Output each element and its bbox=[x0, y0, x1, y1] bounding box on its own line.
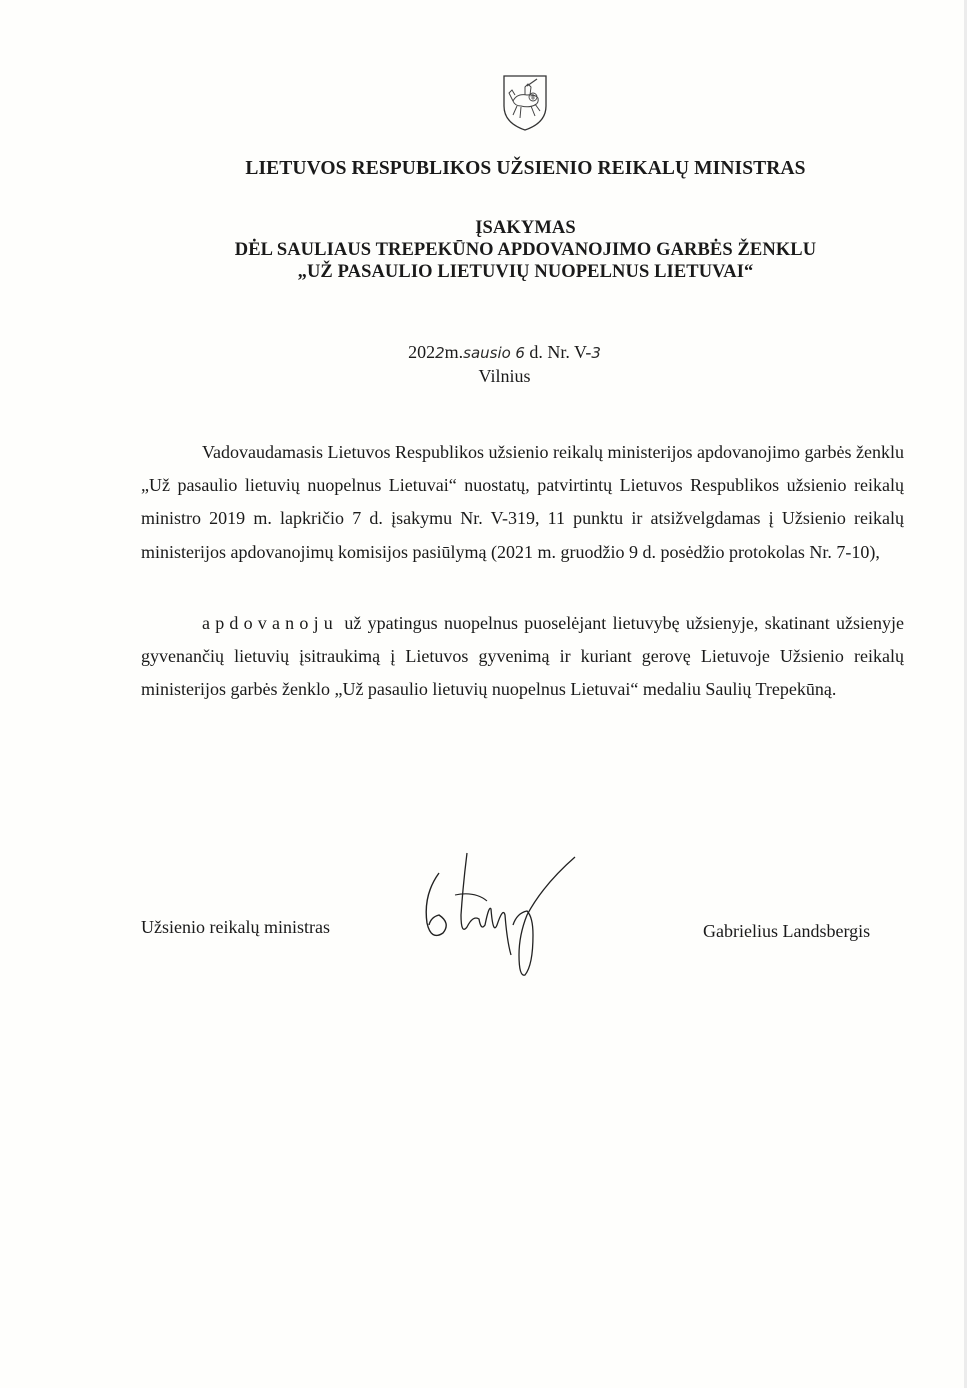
m-label: m. bbox=[444, 342, 464, 362]
day-number-label: d. Nr. V- bbox=[529, 342, 592, 362]
document-title-line-2: „UŽ PASAULIO LIETUVIŲ NUOPELNUS LIETUVAI“ bbox=[297, 262, 754, 282]
day-handwritten: 6 bbox=[515, 344, 525, 362]
place: Vilnius bbox=[478, 366, 531, 386]
document-title-line-1: DĖL SAULIAUS TREPEKŪNO APDOVANOJIMO GARBĖS ŽENKLU bbox=[234, 240, 817, 260]
paragraph-2 bbox=[141, 607, 904, 707]
signatory-role: Užsienio reikalų ministras bbox=[141, 917, 330, 937]
date-line bbox=[0, 342, 967, 363]
paragraph-1 bbox=[141, 436, 904, 569]
signatory-name: Gabrielius Landsbergis bbox=[703, 921, 871, 941]
coat-of-arms-icon bbox=[501, 73, 549, 133]
month-handwritten: sausio bbox=[463, 344, 511, 362]
document-type: ĮSAKYMAS bbox=[475, 218, 576, 238]
paragraph-2-lead: apdovanoju bbox=[202, 613, 338, 633]
handwritten-signature-icon bbox=[415, 845, 585, 985]
year-handwritten-digit: 2 bbox=[435, 344, 445, 362]
paragraph-1-text: Vadovaudamasis Lietuvos Respublikos užsienio reikalų ministerijos apdovanojimo garbės ženklu „Už pasaulio lietuvių nuopelnus Lietuvai“ nuostatų, patvirtintų Lietuvos Respublikos užsienio reikalų ministro 2019 m. lapkričio 7 d. įsakymu Nr. V-319, 11 punktu ir atsižvelgdamas į Užsienio reikalų ministerijos apdovanojimų komisijos pasiūlymą (2021 m. gruodžio 9 d. posėdžio protokolas Nr. 7-10), bbox=[141, 442, 904, 562]
year-printed: 202 bbox=[408, 342, 436, 362]
paragraph-2-text: už ypatingus nuopelnus puoselėjant lietuvybę užsienyje, skatinant užsienyje gyvenančių lietuvių įsitraukimą į Lietuvos gyvenimą ir kuriant gerovę Lietuvoje Užsienio reikalų ministerijos garbės ženklo „Už pasaulio lietuvių nuopelnus Lietuvai“ medaliu Saulių Trepekūną. bbox=[141, 613, 904, 700]
issuer-heading: LIETUVOS RESPUBLIKOS UŽSIENIO REIKALŲ MINISTRAS bbox=[245, 158, 806, 179]
number-handwritten: 3 bbox=[591, 344, 601, 362]
